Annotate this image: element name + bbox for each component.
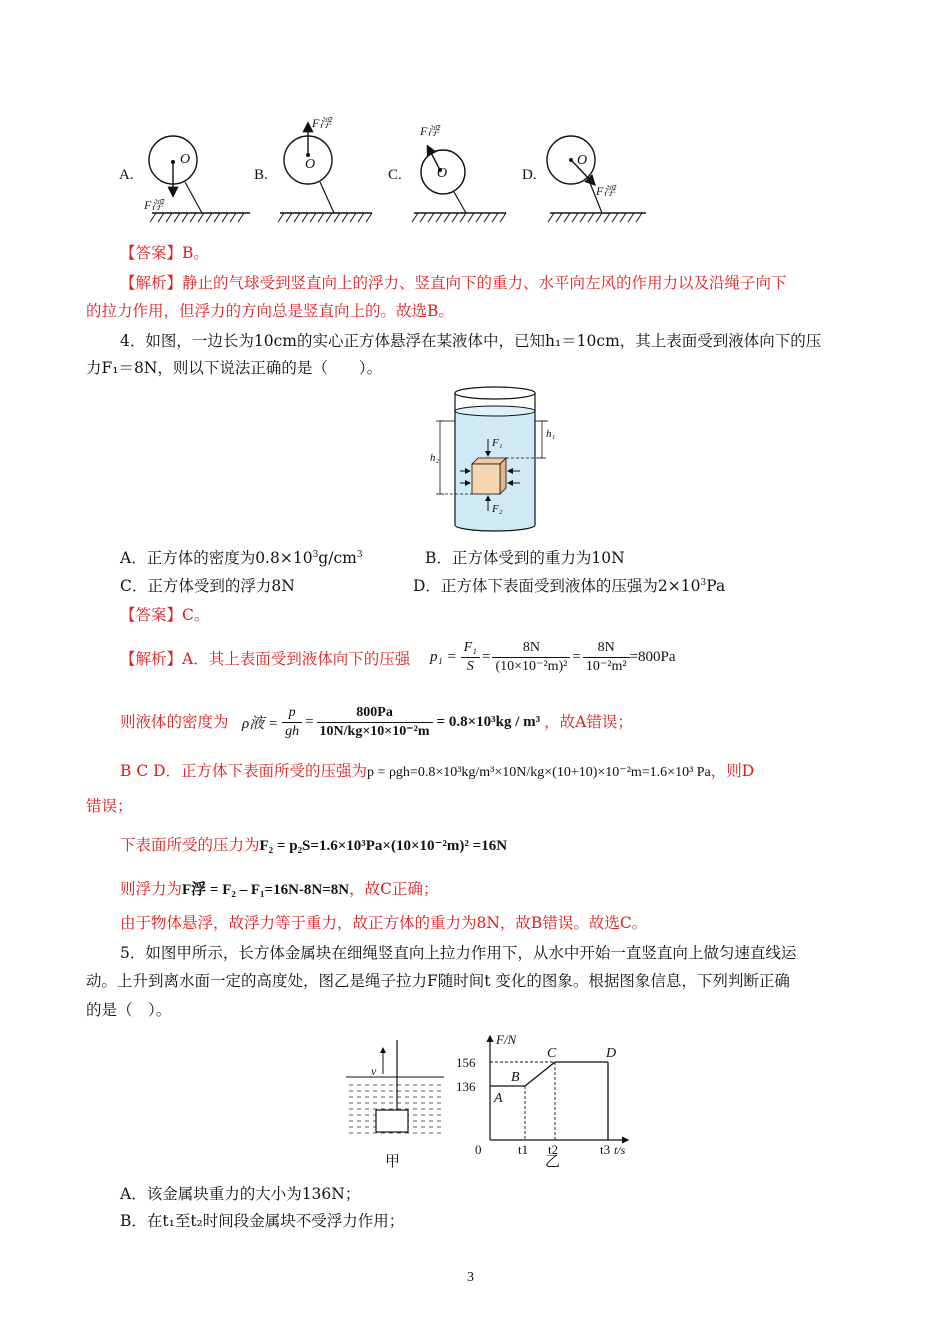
- q3-answer: 【答案】B。: [120, 244, 209, 262]
- q4-option-a-exp1: 3: [312, 550, 319, 560]
- frac-f1-s-den: S: [466, 658, 474, 674]
- q4-solution-3-suffix: ，则D: [710, 762, 755, 780]
- q4-option-a: [120, 547, 363, 569]
- q4-solution-3: [120, 760, 754, 782]
- q4-stem-line2: 力F₁＝8N，则以下说法正确的是（ ）。: [86, 359, 383, 377]
- tank-diagram: [340, 1040, 450, 1140]
- q4-solution-5: [120, 878, 439, 900]
- fig-yi-caption: 乙: [545, 1154, 561, 1170]
- x-tick-t2: t2: [548, 1142, 559, 1155]
- q5-stem-line2: 动。上升到离水面一定的高度处，图乙是绳子拉力F随时间t 变化的图象。根据图象信息，下列判断正确: [86, 972, 790, 990]
- q4-answer: 【答案】C。: [120, 606, 210, 624]
- x-tick-t3: t3: [600, 1142, 611, 1155]
- q4-option-a-text: A．正方体的密度为0.8×10: [120, 549, 313, 567]
- f2-label: F₂: [492, 503, 503, 515]
- x-tick-0: 0: [475, 1142, 482, 1155]
- option-c-label: C.: [388, 167, 402, 183]
- fig-jia: [340, 1040, 450, 1140]
- q5-option-a: A．该金属块重力的大小为136N；: [120, 1185, 361, 1203]
- q4-solution-1-text: 【解析】A．其上表面受到液体向下的压强: [120, 650, 411, 668]
- q4-solution-2-formula: ρ液 = $\frac{p}{gh}$ = $\frac{800Pa}{\text{10N/kg×10×10⁻²m}}$ = 0.8×10³kg / m³ ，故A错误；: [242, 704, 633, 739]
- p1-symbol: p₁ =: [430, 648, 457, 665]
- q4-option-c: C．正方体受到的浮力8N: [120, 577, 295, 595]
- q4-solution-3-line2: 错误；: [86, 797, 133, 815]
- y-tick-156: 156: [456, 1055, 476, 1070]
- q4-solution-3-formula: p = ρgh=0.8×10³kg/m³×10N/kg×(10+10)×10⁻²m=1.6×10³ Pa: [367, 765, 711, 780]
- option-b-diagram: [278, 124, 372, 222]
- q3-analysis-line2: 的拉力作用，但浮力的方向总是竖直向上的。故选B。: [86, 302, 454, 320]
- option-a-diagram: [149, 136, 250, 222]
- force-time-chart: [450, 1030, 635, 1155]
- h2-label: h₂: [430, 452, 440, 464]
- option-c-diagram: [412, 147, 506, 222]
- q4-solution-2-suffix: ，故A错误；: [544, 713, 633, 731]
- q4-option-a-exp2: 3: [356, 550, 363, 560]
- frac-8n-m2-num: 8N: [583, 639, 630, 658]
- q5-stem-line1: 5．如图甲所示，长方体金属块在细绳竖直向上拉力作用下，从水中开始一直竖直向上做匀速直线运: [120, 944, 797, 962]
- option-d-center: O: [577, 153, 588, 168]
- option-d-diagram: [547, 136, 646, 222]
- fig-jia-caption: 甲: [385, 1154, 401, 1170]
- frac-f1-s-num: F₁: [461, 639, 480, 658]
- frac-8n-m2-den: 10⁻²m²: [585, 658, 627, 674]
- point-label-b: B: [511, 1070, 520, 1085]
- q4-solution-5-suffix: ，故C正确；: [349, 880, 439, 898]
- rho-symbol: ρ液 =: [242, 715, 279, 732]
- q4-solution-1-formula: p₁ = $\frac{\text{F₁}}{S}$ = $\frac{8N}{\text{(10×10⁻²m)²}}$ = $\frac{8N}{\text{10⁻²m²}}$ =800Pa: [430, 639, 676, 674]
- q4-option-d: [413, 575, 725, 597]
- frac-f1-s: [461, 639, 480, 676]
- x-tick-t1: t1: [518, 1142, 529, 1155]
- q3-analysis-tag: 【解析】: [120, 274, 183, 292]
- q3-analysis-line1: [120, 272, 787, 294]
- q4-option-d-unit: Pa: [706, 577, 726, 595]
- point-label-a: A: [494, 1091, 503, 1106]
- q4-solution-6: 由于物体悬浮，故浮力等于重力，故正方体的重力为8N，故B错误。故选C。: [120, 914, 648, 932]
- option-a-center: O: [180, 152, 191, 167]
- h1-label: h₁: [546, 428, 556, 440]
- frac-8n-m2: [583, 639, 630, 676]
- x-axis-label: t/s: [614, 1143, 626, 1155]
- velocity-label: v: [371, 1064, 377, 1078]
- q4-solution-2-text: 则液体的密度为: [120, 713, 229, 731]
- q4-solution-5-formula: F浮 = F₂ – F₁=16N-8N=8N: [182, 882, 350, 898]
- y-tick-136: 136: [456, 1079, 476, 1094]
- frac-8n-area-den: (10×10⁻²m)²: [495, 658, 568, 674]
- f1-label: F₁: [492, 437, 503, 449]
- q4-solution-5-text: 则浮力为: [120, 880, 183, 898]
- q5-stem-line3: 的是（ ）。: [86, 1001, 172, 1019]
- q4-solution-4-formula: F₂ = p₂S=1.6×10³Pa×(10×10⁻²m)² =16N: [259, 838, 508, 854]
- fig-yi-chart: [450, 1030, 635, 1155]
- option-b-force: F浮: [312, 116, 332, 130]
- option-c-force: F浮: [420, 124, 440, 138]
- point-label-c: C: [547, 1046, 557, 1061]
- q4-solution-4: [120, 834, 507, 856]
- frac-density-den: 10N/kg×10×10⁻²m: [319, 723, 430, 739]
- q4-option-d-text: D．正方体下表面受到液体的压强为2×10: [413, 577, 701, 595]
- page-number: 3: [467, 1270, 474, 1285]
- q4-figure: [420, 385, 570, 540]
- series-line: [490, 1062, 608, 1086]
- frac-p-gh: [282, 704, 302, 741]
- q3-analysis-text1: 静止的气球受到竖直向上的浮力、竖直向下的重力、水平向左风的作用力以及沿绳子向下: [182, 274, 787, 292]
- q4-solution-4-text: 下表面所受的压力为: [120, 836, 260, 854]
- q4-solution-3-text: B C D．正方体下表面所受的压强为: [120, 762, 368, 780]
- option-c-center: O: [437, 166, 448, 181]
- density-result: = 0.8×10³kg / m³: [436, 713, 541, 730]
- frac-density: [317, 704, 433, 741]
- frac-8n-area: [492, 639, 570, 676]
- q4-option-d-exp: 3: [700, 578, 707, 588]
- option-a-force: F浮: [144, 198, 164, 212]
- cylinder-diagram: [420, 385, 570, 540]
- q4-stem-line1: 4．如图，一边长为10cm的实心正方体悬浮在某液体中，已知h₁＝10cm，其上表面受到液体向下的压: [120, 332, 822, 350]
- frac-p-gh-num: p: [282, 704, 302, 723]
- q4-option-b: B．正方体受到的重力为10N: [425, 549, 625, 567]
- option-d-force: F浮: [596, 184, 616, 198]
- frac-density-num: 800Pa: [317, 704, 433, 723]
- frac-8n-area-num: 8N: [492, 639, 570, 658]
- option-b-center: O: [305, 157, 316, 172]
- q5-option-b: B．在t₁至t₂时间段金属块不受浮力作用；: [120, 1212, 405, 1230]
- option-b-label: B.: [254, 167, 268, 183]
- option-d-label: D.: [522, 167, 537, 183]
- q4-option-a-unit: g/cm: [318, 549, 357, 567]
- frac-p-gh-den: gh: [285, 723, 300, 739]
- pressure-result: =800Pa: [629, 648, 676, 665]
- y-axis-label: F/N: [496, 1032, 517, 1047]
- option-a-label: A.: [119, 167, 134, 183]
- point-label-d: D: [606, 1046, 617, 1061]
